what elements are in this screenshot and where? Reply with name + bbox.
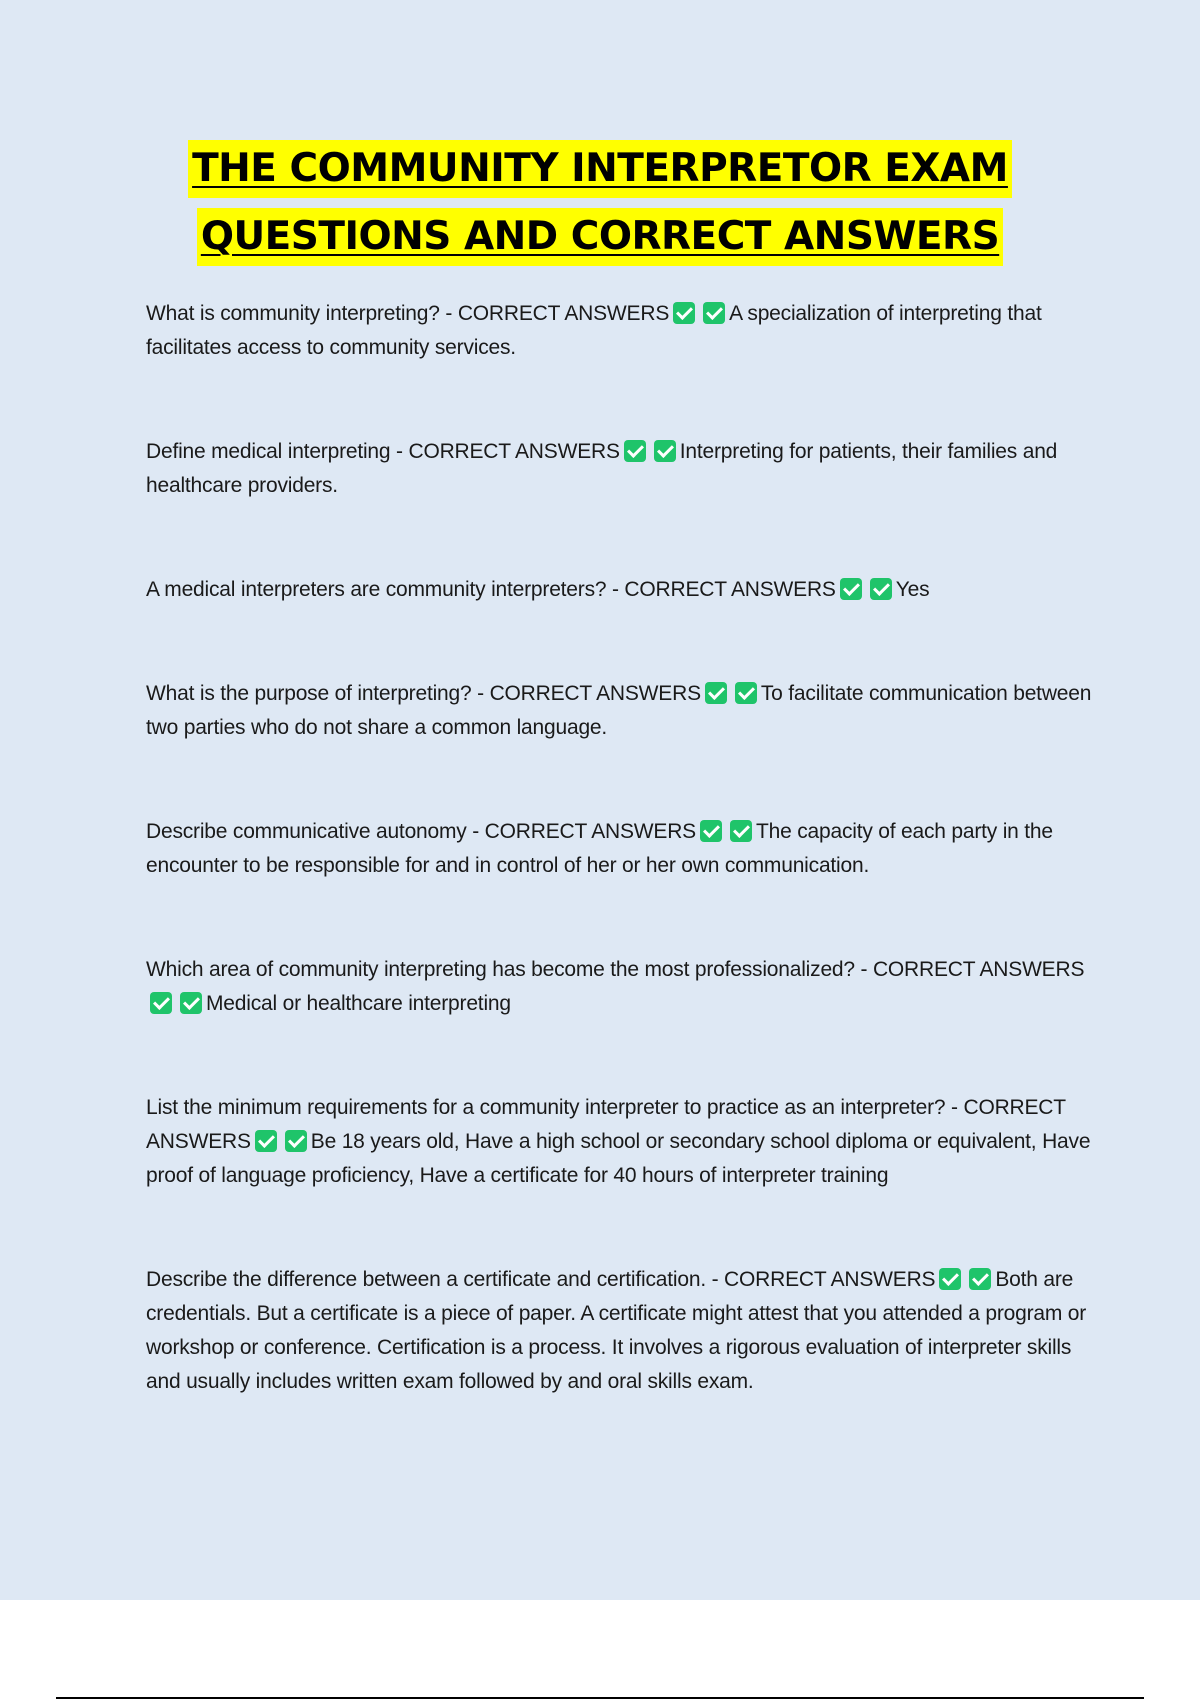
qa-item <box>146 435 1096 503</box>
answer-text: Medical or healthcare interpreting <box>206 992 511 1015</box>
check-mark-icon <box>180 992 202 1014</box>
title-line-2: QUESTIONS AND CORRECT ANSWERS <box>197 208 1003 266</box>
answer-marker: - CORRECT ANSWERS <box>146 1096 1066 1153</box>
qa-item <box>146 953 1096 1021</box>
qa-item <box>146 1091 1096 1193</box>
answer-text: Interpreting for patients, their families and healthcare providers. <box>146 440 1058 497</box>
answer-marker: - CORRECT ANSWERS <box>396 440 620 463</box>
qa-list <box>146 297 1096 1469</box>
answer-marker: - CORRECT ANSWERS <box>860 958 1085 981</box>
question-text: Which area of community interpreting has become the most professionalized? <box>146 958 855 981</box>
qa-item <box>146 815 1096 883</box>
answer-marker: - CORRECT ANSWERS <box>477 682 701 705</box>
document-title <box>0 140 1200 276</box>
answer-marker: - CORRECT ANSWERS <box>472 820 696 843</box>
answer-text: A specialization of interpreting that facilitates access to community services. <box>146 302 1042 359</box>
footer-divider <box>56 1697 1144 1699</box>
question-text: List the minimum requirements for a community interpreter to practice as an interpreter? <box>146 1096 946 1119</box>
check-mark-icon <box>150 992 172 1014</box>
question-text: What is the purpose of interpreting? <box>146 682 472 705</box>
question-text: A medical interpreters are community interpreters? <box>146 578 607 601</box>
check-mark-icon <box>969 1268 991 1290</box>
qa-item <box>146 677 1096 745</box>
question-text: Describe the difference between a certificate and certification. <box>146 1268 706 1291</box>
answer-marker: - CORRECT ANSWERS <box>612 578 836 601</box>
answer-text: To facilitate communication between two parties who do not share a common language. <box>146 682 1092 739</box>
check-mark-icon <box>700 820 722 842</box>
check-mark-icon <box>654 440 676 462</box>
check-mark-icon <box>703 302 725 324</box>
check-mark-icon <box>673 302 695 324</box>
answer-text: The capacity of each party in the encounter to be responsible for and in control of her or her own communication. <box>146 820 1053 877</box>
qa-item <box>146 1263 1096 1399</box>
answer-text: Be 18 years old, Have a high school or secondary school diploma or equivalent, Have proof of language proficiency, Have a certificate for 40 hours of interpreter training <box>146 1130 1091 1187</box>
check-mark-icon <box>285 1130 307 1152</box>
question-text: Define medical interpreting <box>146 440 391 463</box>
question-text: What is community interpreting? <box>146 302 440 325</box>
check-mark-icon <box>624 440 646 462</box>
check-mark-icon <box>735 682 757 704</box>
answer-text: Yes <box>895 578 930 601</box>
answer-text: Both are credentials. But a certificate is a piece of paper. A certificate might attest that you attended a program or workshop or conference. Certification is a process. It involves a rigorous evaluation of interpreter skills and usually includes written exam followed by and oral skills exam. <box>146 1268 1087 1393</box>
question-text: Describe communicative autonomy <box>146 820 467 843</box>
title-line-1: THE COMMUNITY INTERPRETOR EXAM <box>188 140 1012 198</box>
qa-item <box>146 573 1096 607</box>
check-mark-icon <box>840 578 862 600</box>
answer-marker: - CORRECT ANSWERS <box>711 1268 936 1291</box>
check-mark-icon <box>730 820 752 842</box>
check-mark-icon <box>870 578 892 600</box>
check-mark-icon <box>705 682 727 704</box>
check-mark-icon <box>939 1268 961 1290</box>
qa-item <box>146 297 1096 365</box>
answer-marker: - CORRECT ANSWERS <box>445 302 670 325</box>
check-mark-icon <box>255 1130 277 1152</box>
